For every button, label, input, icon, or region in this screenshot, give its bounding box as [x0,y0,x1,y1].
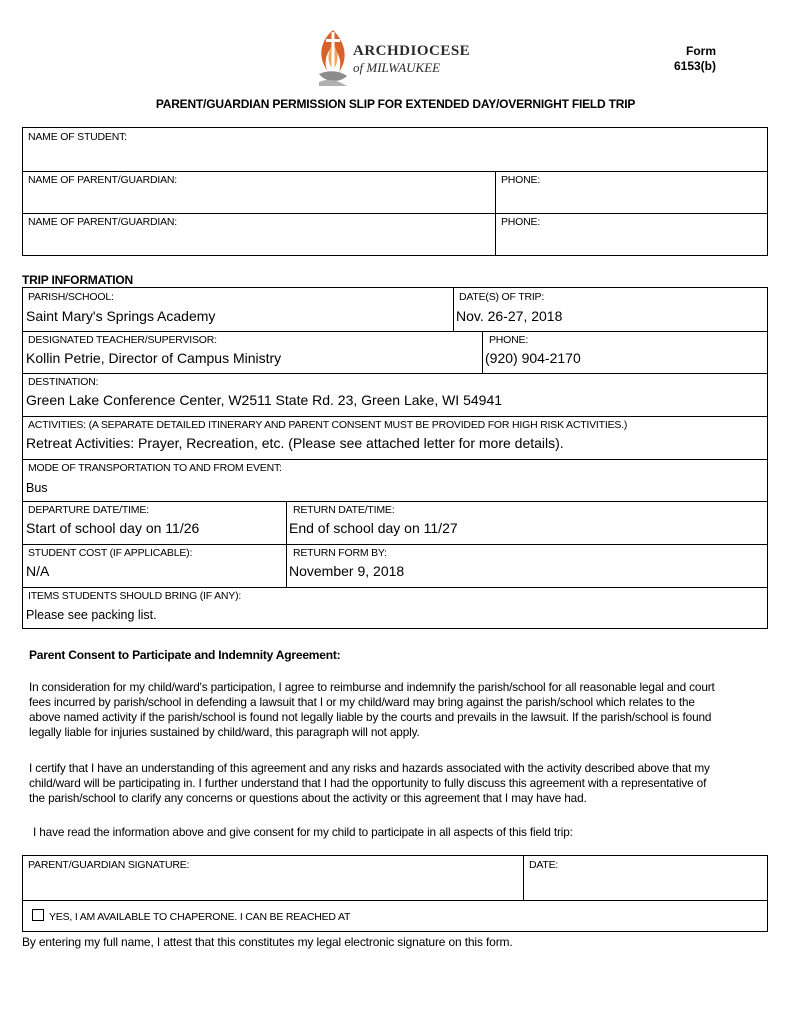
parent1-phone-label: PHONE: [501,174,541,186]
cost-label: STUDENT COST (IF APPLICABLE): [28,547,193,559]
chaperone-checkbox[interactable] [32,909,44,921]
signature-label: PARENT/GUARDIAN SIGNATURE: [28,859,190,871]
items-value: Please see packing list. [26,608,157,622]
form-number: 6153(b) [673,59,716,73]
teacher-label: DESIGNATED TEACHER/SUPERVISOR: [28,334,217,346]
trip-info-heading: TRIP INFORMATION [22,273,134,287]
items-label: ITEMS STUDENTS SHOULD BRING (IF ANY): [28,590,242,602]
page-title: PARENT/GUARDIAN PERMISSION SLIP FOR EXTENDED DAY/OVERNIGHT FIELD TRIP [155,97,636,111]
trip-info-box [22,287,768,629]
teacher-phone-label: PHONE: [489,334,529,346]
activities-value: Retreat Activities: Prayer, Recreation, etc. (Please see attached letter for more details). [26,435,564,451]
parish-label: PARISH/SCHOOL: [28,291,114,303]
attest-statement: By entering my full name, I attest that this constitutes my legal electronic signature on this form. [22,935,513,949]
logo-line2: of MILWAUKEE [353,60,441,75]
date-label: DATE: [529,859,559,871]
destination-label: DESTINATION: [28,376,99,388]
transport-label: MODE OF TRANSPORTATION TO AND FROM EVENT: [28,462,282,474]
parent2-name-label: NAME OF PARENT/GUARDIAN: [28,216,178,228]
archdiocese-logo [313,26,503,88]
student-name-label: NAME OF STUDENT: [28,131,127,143]
form-label: Form [686,44,716,58]
consent-paragraph-2: I certify that I have an understanding of this agreement and any risks and hazards associated with the activity described above that my child/ward will be participating in. I further understand that I had the opportunity to fully discuss this agreement with a representative of the parish/school to clarify any concerns or questions about the activity or this agreement that I may have had. [29,761,710,805]
trip-dates-value: Nov. 26-27, 2018 [456,308,563,324]
teacher-phone-value: (920) 904-2170 [485,350,581,366]
return-form-value: November 9, 2018 [289,563,405,579]
departure-value: Start of school day on 11/26 [26,520,200,536]
teacher-value: Kollin Petrie, Director of Campus Ministry [26,350,282,366]
return-form-label: RETURN FORM BY: [293,547,387,559]
consent-heading: Parent Consent to Participate and Indemnity Agreement: [29,648,341,662]
parish-value: Saint Mary's Springs Academy [26,308,216,324]
destination-value: Green Lake Conference Center, W2511 State Rd. 23, Green Lake, WI 54941 [26,392,503,408]
cost-value: N/A [26,563,50,579]
logo-line1: ARCHDIOCESE [353,43,471,59]
student-info-box [22,127,768,256]
transport-value: Bus [26,481,48,495]
departure-label: DEPARTURE DATE/TIME: [28,504,149,516]
parent2-phone-label: PHONE: [501,216,541,228]
cross-flame-icon [313,26,353,88]
consent-paragraph-1: In consideration for my child/ward's participation, I agree to reimburse and indemnify the parish/school for all reasonable legal and court fees incurred by parish/school in defending a lawsuit that I or my child/ward may bring against the parish/school which relates to the above named activity if the parish/school is found not legally liable by the courts and prevails in the lawsuit. If the parish/school is found legally liable for injuries sustained by child/ward, this paragraph will not apply. [29,680,715,739]
parent1-name-label: NAME OF PARENT/GUARDIAN: [28,174,178,186]
return-time-value: End of school day on 11/27 [289,520,458,536]
form-number-block [674,44,716,74]
trip-dates-label: DATE(S) OF TRIP: [459,291,545,303]
signature-box [22,855,768,932]
chaperone-option[interactable] [32,909,350,923]
return-time-label: RETURN DATE/TIME: [293,504,395,516]
chaperone-label: YES, I AM AVAILABLE TO CHAPERONE. I CAN BE REACHED AT [49,911,351,923]
consent-paragraph-3: I have read the information above and give consent for my child to participate in all aspects of this field trip: [33,825,573,839]
activities-label: ACTIVITIES: (A SEPARATE DETAILED ITINERARY AND PARENT CONSENT MUST BE PROVIDED FOR HIGH RISK ACTIVITIES.) [28,419,628,431]
